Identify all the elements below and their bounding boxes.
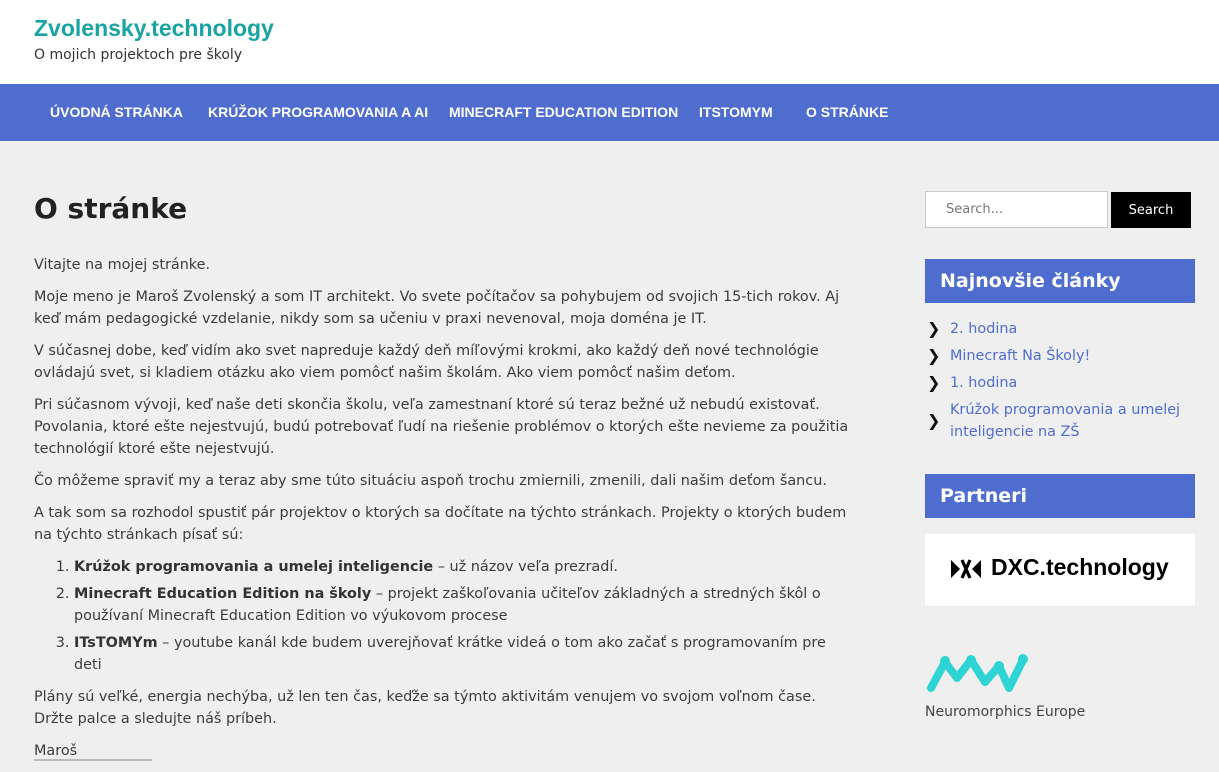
list-item	[74, 583, 854, 627]
recent-post-link[interactable]: Krúžok programovania a umelej inteligencie na ZŠ	[950, 402, 1181, 440]
nav-item-home[interactable]: ÚVODNÁ STRÁNKA	[50, 104, 183, 120]
list-item	[74, 632, 854, 676]
recent-posts-heading: Najnovšie články	[925, 259, 1195, 303]
search-input[interactable]	[925, 191, 1108, 228]
chevron-right-icon: ❯	[927, 346, 941, 365]
project-name: Minecraft Education Edition na školy	[74, 586, 372, 602]
dxc-name: DXC.technology	[991, 554, 1169, 580]
site-title[interactable]: Zvolensky.technology	[34, 15, 274, 41]
list-item	[925, 399, 1195, 443]
paragraph-plans: Plány sú veľké, energia nechýba, už len ten čas, keďže sa týmto aktivitám venujem vo svojom voľnom čase. Držte palce a sledujte náš príbeh.	[34, 689, 816, 727]
project-description: – už názov veľa prezradí.	[433, 559, 618, 575]
project-name: ITsTOMYm	[74, 635, 158, 651]
paragraph-question: Čo môžeme spraviť my a teraz aby sme túto situáciu aspoň trochu zmiernili, zmenili, dali našim deťom šancu.	[34, 473, 827, 489]
chevron-right-icon: ❯	[927, 319, 941, 338]
paragraph-intro: Moje meno je Maroš Zvolenský a som IT architekt. Vo svete počítačov sa pohybujem od svojich 15-tich rokov. Aj keď mám pedagogické vzdelanie, nikdy som sa učeniu v praxi nevenoval, moja doména je IT.	[34, 289, 840, 327]
list-item	[74, 556, 854, 578]
list-item	[925, 372, 1195, 394]
page-title: O stránke	[34, 192, 188, 225]
list-item	[925, 318, 1195, 340]
neuromorphics-logo-icon	[925, 652, 1030, 698]
recent-post-link[interactable]: Minecraft Na Školy!	[950, 348, 1091, 364]
recent-posts-list	[925, 318, 1195, 448]
project-description: – projekt zaškoľovania učiteľov základných a stredných škôl o používaní Minecraft Education Edition vo výukovom procese	[74, 586, 821, 624]
page-content	[34, 254, 854, 772]
nav-item-minecraft[interactable]: MINECRAFT EDUCATION EDITION	[449, 104, 679, 120]
neuromorphics-name: Neuromorphics Europe	[925, 704, 1086, 720]
dxc-logo-icon	[951, 558, 981, 580]
partners-heading: Partneri	[925, 474, 1195, 518]
main-navigation	[0, 84, 1219, 141]
recent-post-link[interactable]: 2. hodina	[950, 321, 1018, 337]
signature: Maroš	[34, 743, 78, 759]
projects-list	[74, 556, 854, 676]
list-item	[925, 345, 1195, 367]
project-description: – youtube kanál kde budem uverejňovať krátke videá o tom ako začať s programovaním pre deti	[74, 635, 826, 673]
paragraph-welcome: Vitajte na mojej stránke.	[34, 257, 211, 273]
chevron-right-icon: ❯	[927, 411, 941, 430]
search-button[interactable]: Search	[1111, 192, 1191, 228]
recent-post-link[interactable]: 1. hodina	[950, 375, 1018, 391]
chevron-right-icon: ❯	[927, 373, 941, 392]
dxc-partner-logo[interactable]	[925, 534, 1195, 606]
nav-item-ai-club[interactable]: KRÚŽOK PROGRAMOVANIA A AI	[208, 104, 429, 120]
project-name: Krúžok programovania a umelej inteligencie	[74, 559, 434, 575]
nav-item-itstomym[interactable]: ITSTOMYM	[699, 104, 773, 120]
paragraph-future: Pri súčasnom vývoji, keď naše deti skončia školu, veľa zamestnaní ktoré sú teraz bežné už nebudú existovať. Povolania, ktoré ešte nejestvujú, budú potrebovať ľudí na riešenie problémov o ktorých ešte nevieme za použitia technológií ktoré ešte nejestvujú.	[34, 397, 849, 457]
paragraph-projects-intro: A tak som sa rozhodol spustiť pár projektov o ktorých sa dočítate na týchto stránkach. Projekty o ktorých budem na týchto stránkach písať sú:	[34, 505, 847, 543]
paragraph-motivation: V súčasnej dobe, keď vidím ako svet napreduje každý deň míľovými krokmi, ako každý deň nové technológie ovládajú svet, si kladiem otázku ako viem pomôcť našim školám. Ako viem pomôcť našim deťom.	[34, 343, 819, 381]
nav-item-about[interactable]: O STRÁNKE	[806, 104, 889, 120]
site-header	[0, 0, 1219, 84]
site-tagline: O mojich projektoch pre školy	[34, 47, 243, 63]
